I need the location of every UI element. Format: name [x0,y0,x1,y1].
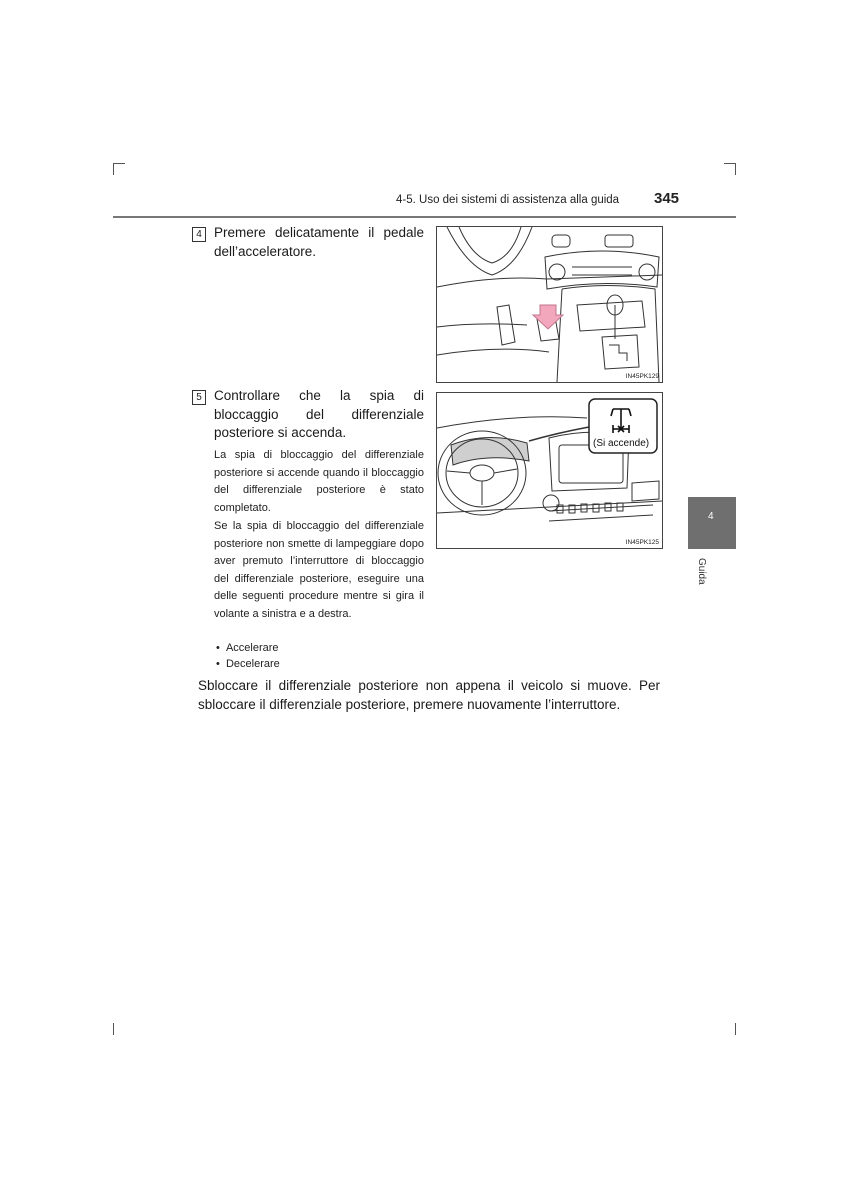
chapter-tab [688,497,736,549]
header-rule [113,216,736,218]
crop-mark-top-left-h [113,163,125,164]
list-item: • Accelerare [216,642,279,654]
chapter-number: 4 [708,511,714,522]
crop-mark-top-left-v [113,163,114,175]
crop-mark-bottom-right-v [735,1023,736,1035]
crop-mark-bottom-left-v [113,1023,114,1035]
section-header: 4-5. Uso dei sistemi di assistenza alla guida [396,194,620,206]
bullet-text: Decelerare [225,658,280,670]
dashboard-illustration [437,393,662,548]
list-item: • Decelerare [216,658,280,670]
page-number: 345 [654,190,680,207]
figure-accelerator-pedal [436,226,663,383]
note-paragraph-2: Se la spia di bloccaggio del differenziale posteriore non smette di lampeggiare dopo aver premuto l’interruttore di bloccaggio del differenziale posteriore, eseguire una delle seguenti procedure mentre si gira il volante a sinistra e a destra. [214,520,424,620]
chapter-label: Guida [696,558,707,585]
step-4-text: Premere delicatamente il pedale dell’acceleratore. [214,225,424,259]
bullet-text: Accelerare [225,642,279,654]
step-5-text: Controllare che la spia di bloccaggio del differenziale posteriore si accenda. [214,388,424,440]
press-arrow-icon [533,305,563,329]
figure-code: IN45PK129 [625,373,659,380]
figure-indicator-light [436,392,663,549]
crop-mark-top-right-v [735,163,736,175]
cabin-illustration [437,227,662,382]
callout-label: (Si accende) [593,438,650,449]
step-number-box: 4 [192,227,206,242]
closing-paragraph: Sbloccare il differenziale posteriore non appena il veicolo si muove. Per sbloccare il differenziale posteriore, premere nuovamente l’interruttore. [198,678,660,712]
step-number-box: 5 [192,390,206,405]
figure-code: IN45PK125 [625,539,659,546]
note-paragraph-1: La spia di bloccaggio del differenziale posteriore si accende quando il bloccaggio del differenziale posteriore è stato completato. [214,449,424,514]
